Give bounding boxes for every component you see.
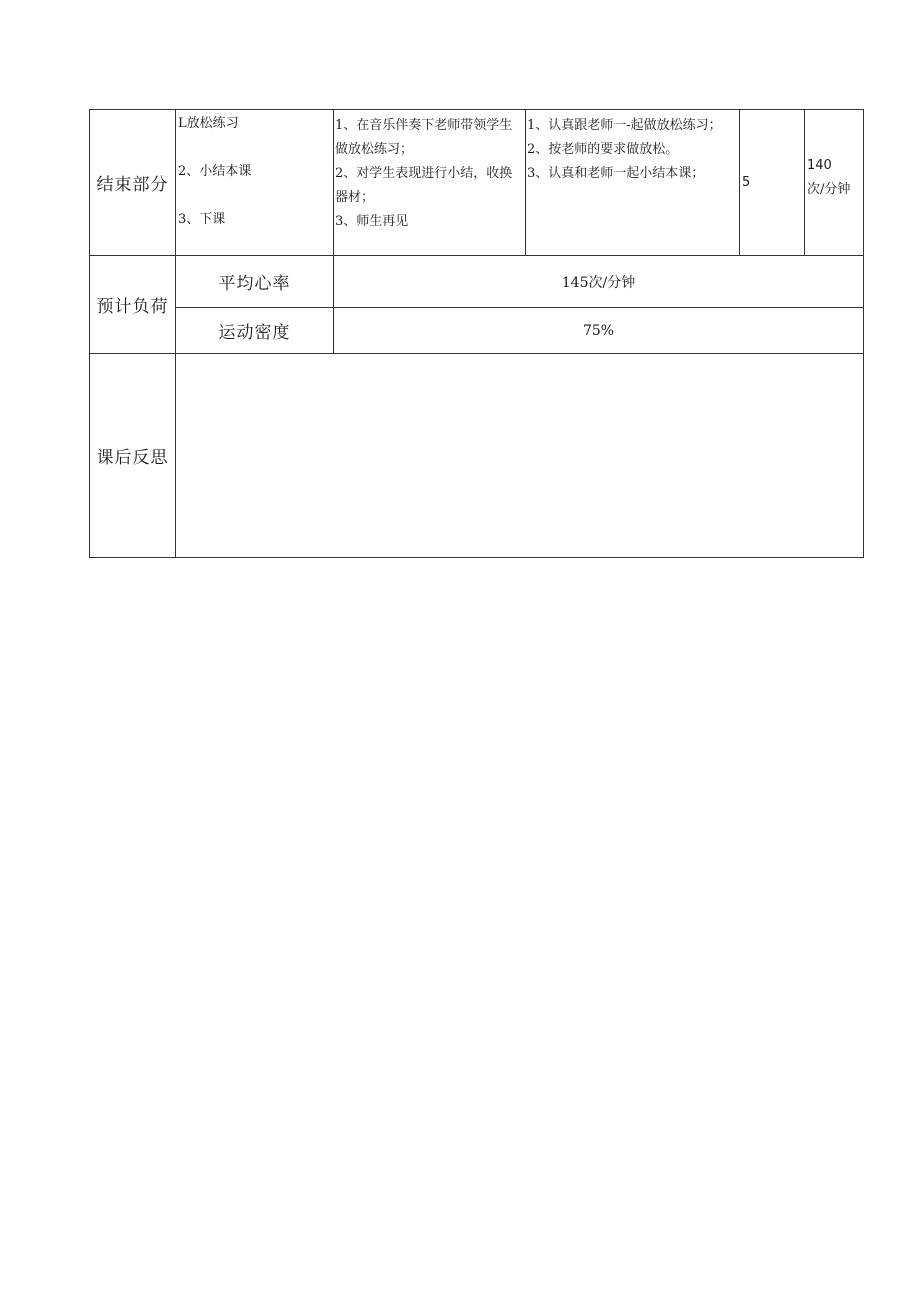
lesson-plan-sheet: [89, 109, 863, 558]
time-cell: 5: [740, 110, 805, 256]
load-row-density: [90, 308, 864, 354]
exercise-density-label: 运动密度: [176, 308, 334, 354]
reflection-row: [90, 354, 864, 558]
content-item: L放松练习: [178, 116, 239, 131]
average-heart-rate-value: 145次/分钟: [334, 256, 864, 308]
teacher-activity: 1、在音乐伴奏下老师带领学生做放松练习；: [335, 118, 513, 157]
lesson-plan-table: [89, 109, 864, 558]
load-row-heart-rate: [90, 256, 864, 308]
expected-load-label: 预计负荷: [90, 256, 176, 354]
student-activity: 3、认真和老师一起小结本课；: [527, 166, 705, 181]
student-activities-cell: [526, 110, 740, 256]
teacher-activity: 3、师生再见: [335, 214, 409, 229]
closing-section-label: 结束部分: [90, 110, 176, 256]
heart-rate-value: 140: [807, 158, 832, 173]
teacher-activities-cell: [334, 110, 526, 256]
exercise-density-value: 75%: [334, 308, 864, 354]
heart-rate-unit: 次/分钟: [807, 182, 851, 197]
content-item: 2、小结本课: [178, 164, 252, 179]
reflection-label: 课后反思: [90, 354, 176, 558]
closing-content-cell: [176, 110, 334, 256]
teacher-activity: 2、对学生表现进行小结，收换器材；: [335, 166, 513, 205]
content-item: 3、下课: [178, 212, 226, 227]
student-activity: 1、认真跟老师一-起做放松练习；: [527, 118, 722, 133]
reflection-content-cell[interactable]: [176, 354, 864, 558]
average-heart-rate-label: 平均心率: [176, 256, 334, 308]
student-activity: 2、按老师的要求做放松。: [527, 142, 679, 157]
closing-section-row: [90, 110, 864, 256]
heart-rate-cell: [805, 110, 864, 256]
